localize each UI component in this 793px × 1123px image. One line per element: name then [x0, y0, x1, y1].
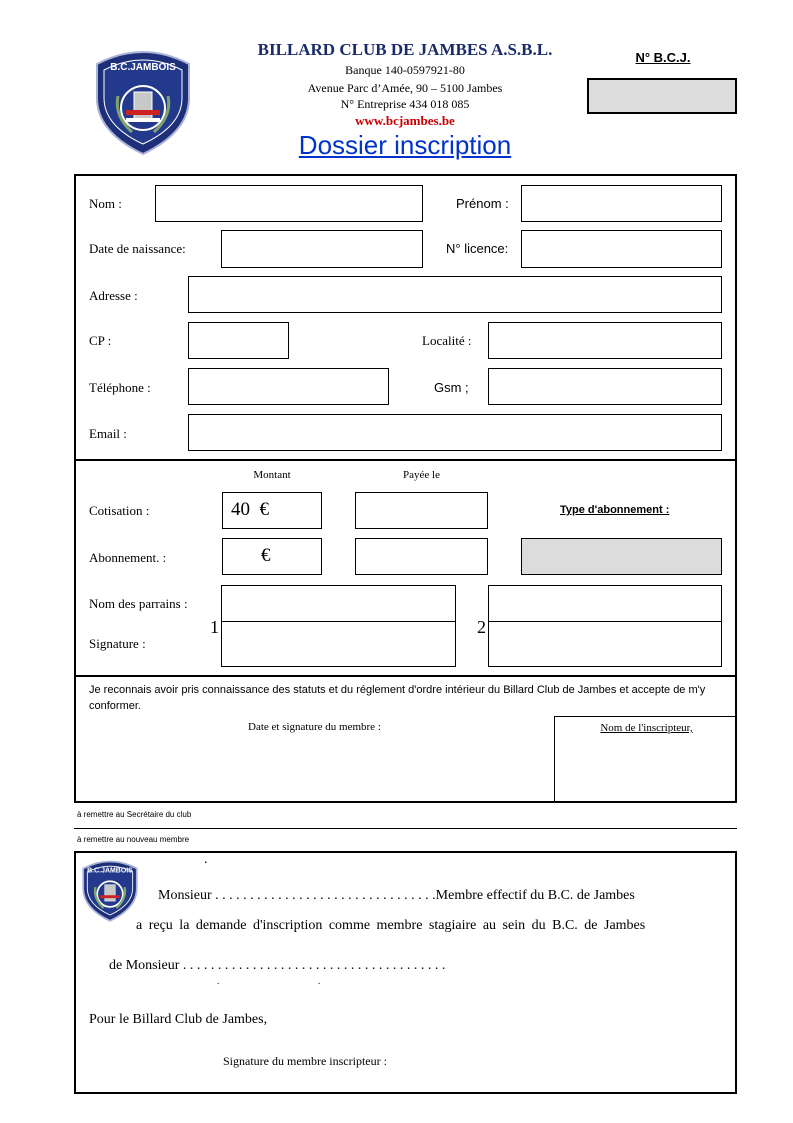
montant-header: Montant [253, 469, 291, 481]
bank-account: Banque 140-0597921-80 [345, 63, 465, 77]
receipt-line-3: de Monsieur . . . . . . . . . . . . . . . . . . . . . . . . . . . . . . . . . . . . . . [109, 958, 446, 973]
divider [74, 459, 737, 461]
localite-label: Localité : [422, 333, 472, 348]
telephone-label: Téléphone : [89, 380, 151, 395]
stray-mark: . [217, 976, 220, 986]
parrains-label: Nom des parrains : [89, 596, 188, 611]
enterprise-number: N° Entreprise 434 018 085 [340, 97, 470, 111]
receipt-line-2: a reçu la demande d'inscription comme membre stagiaire au sein du B.C. de Jambes [136, 918, 646, 933]
parrain-2-number: 2 [477, 617, 486, 637]
abonnement-paid-date-field[interactable] [355, 538, 488, 575]
receipt-pour-club: Pour le Billard Club de Jambes, [89, 1012, 268, 1027]
email-field[interactable] [188, 414, 722, 451]
parrain-1-signature-field[interactable] [221, 621, 456, 667]
payee-header: Payée le [403, 469, 440, 481]
inscripteur-box[interactable] [554, 716, 737, 803]
birthdate-label: Date de naissance: [89, 241, 186, 256]
club-name: BILLARD CLUB DE JAMBES A.S.B.L. [257, 40, 553, 59]
address-label: Adresse : [89, 288, 138, 303]
localite-field[interactable] [488, 322, 722, 359]
subscription-type-field[interactable] [521, 538, 722, 575]
email-label: Email : [89, 426, 127, 441]
cotisation-amount-value: 40 € [231, 499, 269, 520]
parrain-2-signature-field[interactable] [488, 621, 722, 667]
prenom-label: Prénom : [456, 196, 509, 211]
club-address: Avenue Parc d’Amée, 90 – 5100 Jambes [307, 81, 503, 95]
club-logo [92, 46, 194, 156]
website-link[interactable]: www.bcjambes.be [355, 113, 455, 128]
telephone-field[interactable] [188, 368, 389, 405]
receipt-signature-label: Signature du membre inscripteur : [223, 1054, 387, 1068]
svg-text:B.C.JAMBOIS: B.C.JAMBOIS [110, 62, 176, 73]
cotisation-amount-field[interactable] [222, 492, 322, 529]
licence-field[interactable] [521, 230, 722, 268]
cotisation-paid-date-field[interactable] [355, 492, 488, 529]
abonnement-label: Abonnement. : [89, 550, 167, 565]
address-field[interactable] [188, 276, 722, 313]
birthdate-field[interactable] [221, 230, 423, 268]
inscripteur-label: Nom de l'inscripteur, [600, 722, 693, 734]
declaration-text: Je reconnais avoir pris connaissance des statuts et du réglement d'ordre intérieur du Billard Club de Jambes et accepte de m'y conformer. [89, 684, 706, 712]
gsm-label: Gsm ; [434, 380, 469, 395]
svg-text:B.C.JAMBOIS: B.C.JAMBOIS [87, 867, 133, 875]
prenom-field[interactable] [521, 185, 722, 222]
signature-label: Signature : [89, 636, 146, 651]
cp-field[interactable] [188, 322, 289, 359]
cotisation-label: Cotisation : [89, 503, 150, 518]
cut-line [74, 828, 737, 829]
licence-label: N° licence: [446, 241, 509, 256]
cp-label: CP : [89, 333, 112, 348]
note-nouveau-membre: à remettre au nouveau membre [77, 835, 190, 844]
receipt-logo [80, 858, 140, 922]
bcj-label: N° B.C.J. [635, 50, 691, 65]
parrain-1-number: 1 [210, 617, 219, 637]
stray-mark: . [318, 976, 321, 986]
bcj-number-field[interactable] [587, 78, 737, 114]
nom-field[interactable] [155, 185, 423, 222]
stray-mark: . [204, 852, 208, 867]
gsm-field[interactable] [488, 368, 722, 405]
note-secretaire: à remettre au Secrétaire du club [77, 810, 192, 819]
abonnement-amount-field[interactable] [222, 538, 322, 575]
parrain-2-name-field[interactable] [488, 585, 722, 622]
parrain-1-name-field[interactable] [221, 585, 456, 622]
divider [74, 675, 737, 677]
receipt-line-1: Monsieur . . . . . . . . . . . . . . . . . . . . . . . . . . . . . . . .Membre effectif du B.C. de Jambes [158, 888, 635, 903]
subscription-type-label: Type d'abonnement : [560, 504, 670, 516]
abonnement-amount-value: € [261, 545, 271, 566]
page-title: Dossier inscription [298, 130, 512, 160]
nom-label: Nom : [89, 196, 122, 211]
date-signature-label: Date et signature du membre : [248, 721, 381, 733]
